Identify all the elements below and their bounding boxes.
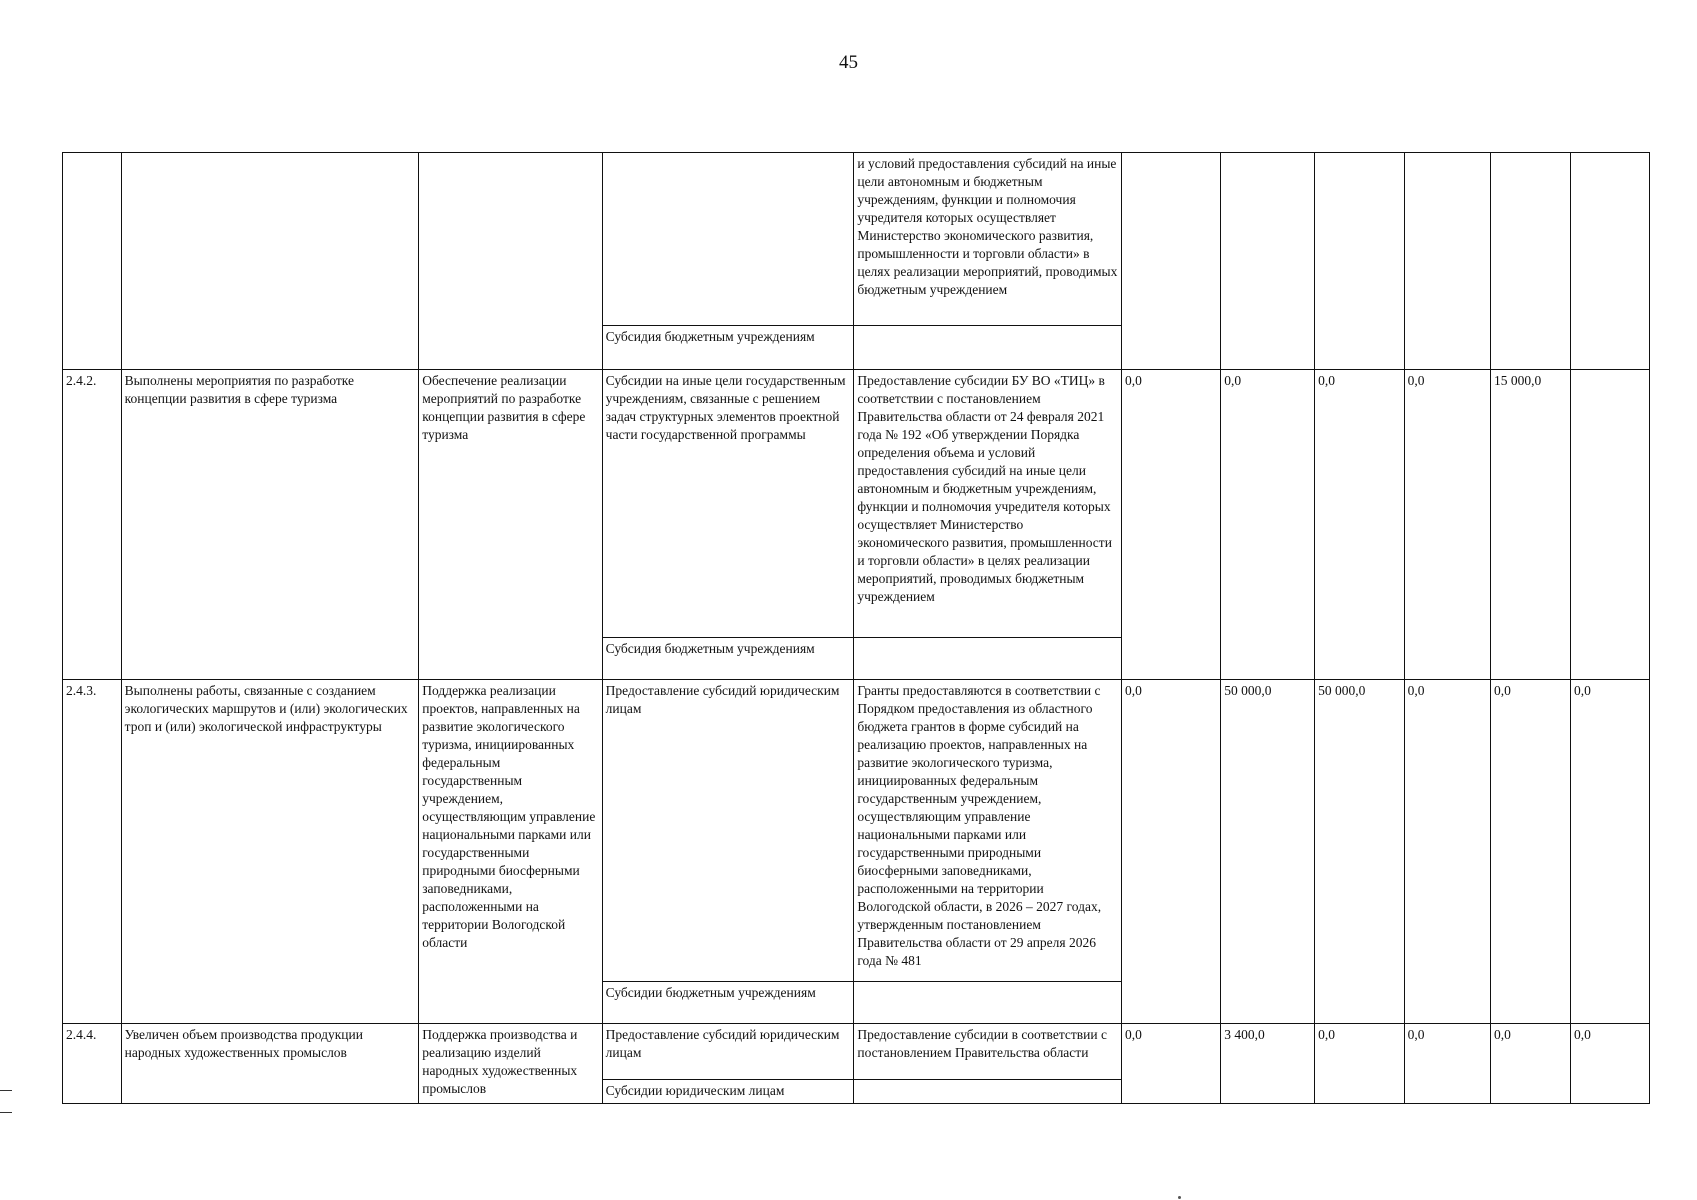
cell-value: 0,0 — [1491, 1024, 1571, 1104]
scan-edge-mark — [0, 1090, 12, 1091]
cell-result: Увеличен объем производства продукции народных художественных промыслов — [121, 1024, 419, 1104]
cell-result: Выполнены мероприятия по разработке концепции развития в сфере туризма — [121, 370, 419, 680]
cell-value — [1122, 153, 1221, 370]
cell-value: 0,0 — [1404, 1024, 1490, 1104]
cell-result — [121, 153, 419, 370]
cell-value: 15 000,0 — [1491, 370, 1571, 680]
cell-conditions: Гранты предоставляются в соответствии с Порядком предоставления из областного бюджета грантов в форме субсидий на реализацию проектов, направленных на развитие экологического туризма, инициированных федеральным государственным учреждением, осуществляющим управление национальными парками или государственными природными биосферными заповедниками, расположенными на территории Вологодской области, в 2026 – 2027 годах, утвержденным постановлением Правительства области от 29 апреля 2026 года № 481 — [854, 680, 1122, 982]
scan-edge-mark — [0, 1112, 12, 1113]
cell-value: 0,0 — [1122, 680, 1221, 1024]
cell-type: Предоставление субсидий юридическим лицам — [602, 680, 854, 982]
cell-conditions: Предоставление субсидии БУ ВО «ТИЦ» в соответствии с постановлением Правительства области от 24 февраля 2021 года № 192 «Об утверждении Порядка определения объема и условий предоставления субсидий на иные цели автономным и бюджетным учреждениям, функции и полномочия учредителя которых осуществляет Министерство экономического развития, промышленности и торговли области» в целях реализации мероприятий, проводимых бюджетным учреждением — [854, 370, 1122, 638]
cell-measure: Поддержка реализации проектов, направленных на развитие экологического туризма, инициированных федеральным государственным учреждением, осуществляющим управление национальными парками или государственными природными биосферными заповедниками, расположенными на территории Вологодской области — [419, 680, 602, 1024]
table-row — [63, 153, 1650, 326]
cell-type: Субсидии юридическим лицам — [602, 1080, 854, 1104]
cell-conditions — [854, 326, 1122, 370]
cell-conditions — [854, 1080, 1122, 1104]
cell-value — [1571, 153, 1650, 370]
cell-value — [1571, 370, 1650, 680]
cell-measure: Обеспечение реализации мероприятий по разработке концепции развития в сфере туризма — [419, 370, 602, 680]
cell-value: 0,0 — [1404, 370, 1490, 680]
cell-value: 0,0 — [1315, 370, 1405, 680]
page-number: 45 — [839, 52, 858, 73]
cell-value: 0,0 — [1122, 1024, 1221, 1104]
cell-type: Предоставление субсидий юридическим лицам — [602, 1024, 854, 1080]
cell-value: 0,0 — [1221, 370, 1315, 680]
cell-value: 0,0 — [1122, 370, 1221, 680]
cell-id: 2.4.3. — [63, 680, 122, 1024]
cell-type: Субсидии на иные цели государственным учреждениям, связанные с решением задач структурных элементов проектной части государственной программы — [602, 370, 854, 638]
cell-value — [1315, 153, 1405, 370]
cell-value: 50 000,0 — [1315, 680, 1405, 1024]
cell-id: 2.4.4. — [63, 1024, 122, 1104]
measures-table — [62, 152, 1650, 1104]
cell-value — [1404, 153, 1490, 370]
cell-type: Субсидия бюджетным учреждениям — [602, 326, 854, 370]
cell-result: Выполнены работы, связанные с созданием экологических маршрутов и (или) экологических троп и (или) экологической инфраструктуры — [121, 680, 419, 1024]
table-row — [63, 680, 1650, 982]
cell-type — [602, 153, 854, 326]
cell-id: 2.4.2. — [63, 370, 122, 680]
cell-type: Субсидия бюджетным учреждениям — [602, 638, 854, 680]
cell-id — [63, 153, 122, 370]
cell-value: 0,0 — [1315, 1024, 1405, 1104]
cell-value — [1491, 153, 1571, 370]
cell-type: Субсидии бюджетным учреждениям — [602, 982, 854, 1024]
table-row — [63, 1024, 1650, 1080]
cell-value: 0,0 — [1491, 680, 1571, 1024]
cell-conditions: и условий предоставления субсидий на иные цели автономным и бюджетным учреждениям, функции и полномочия учредителя которых осуществляет Министерство экономического развития, промышленности и торговли области» в целях реализации мероприятий, проводимых бюджетным учреждением — [854, 153, 1122, 326]
cell-value: 50 000,0 — [1221, 680, 1315, 1024]
cell-value: 0,0 — [1571, 680, 1650, 1024]
cell-value: 3 400,0 — [1221, 1024, 1315, 1104]
table-row — [63, 370, 1650, 638]
scan-speck — [1178, 1196, 1181, 1199]
cell-measure — [419, 153, 602, 370]
cell-value: 0,0 — [1571, 1024, 1650, 1104]
cell-conditions — [854, 638, 1122, 680]
cell-conditions — [854, 982, 1122, 1024]
cell-measure: Поддержка производства и реализацию изделий народных художественных промыслов — [419, 1024, 602, 1104]
cell-conditions: Предоставление субсидии в соответствии с постановлением Правительства области — [854, 1024, 1122, 1080]
cell-value: 0,0 — [1404, 680, 1490, 1024]
cell-value — [1221, 153, 1315, 370]
